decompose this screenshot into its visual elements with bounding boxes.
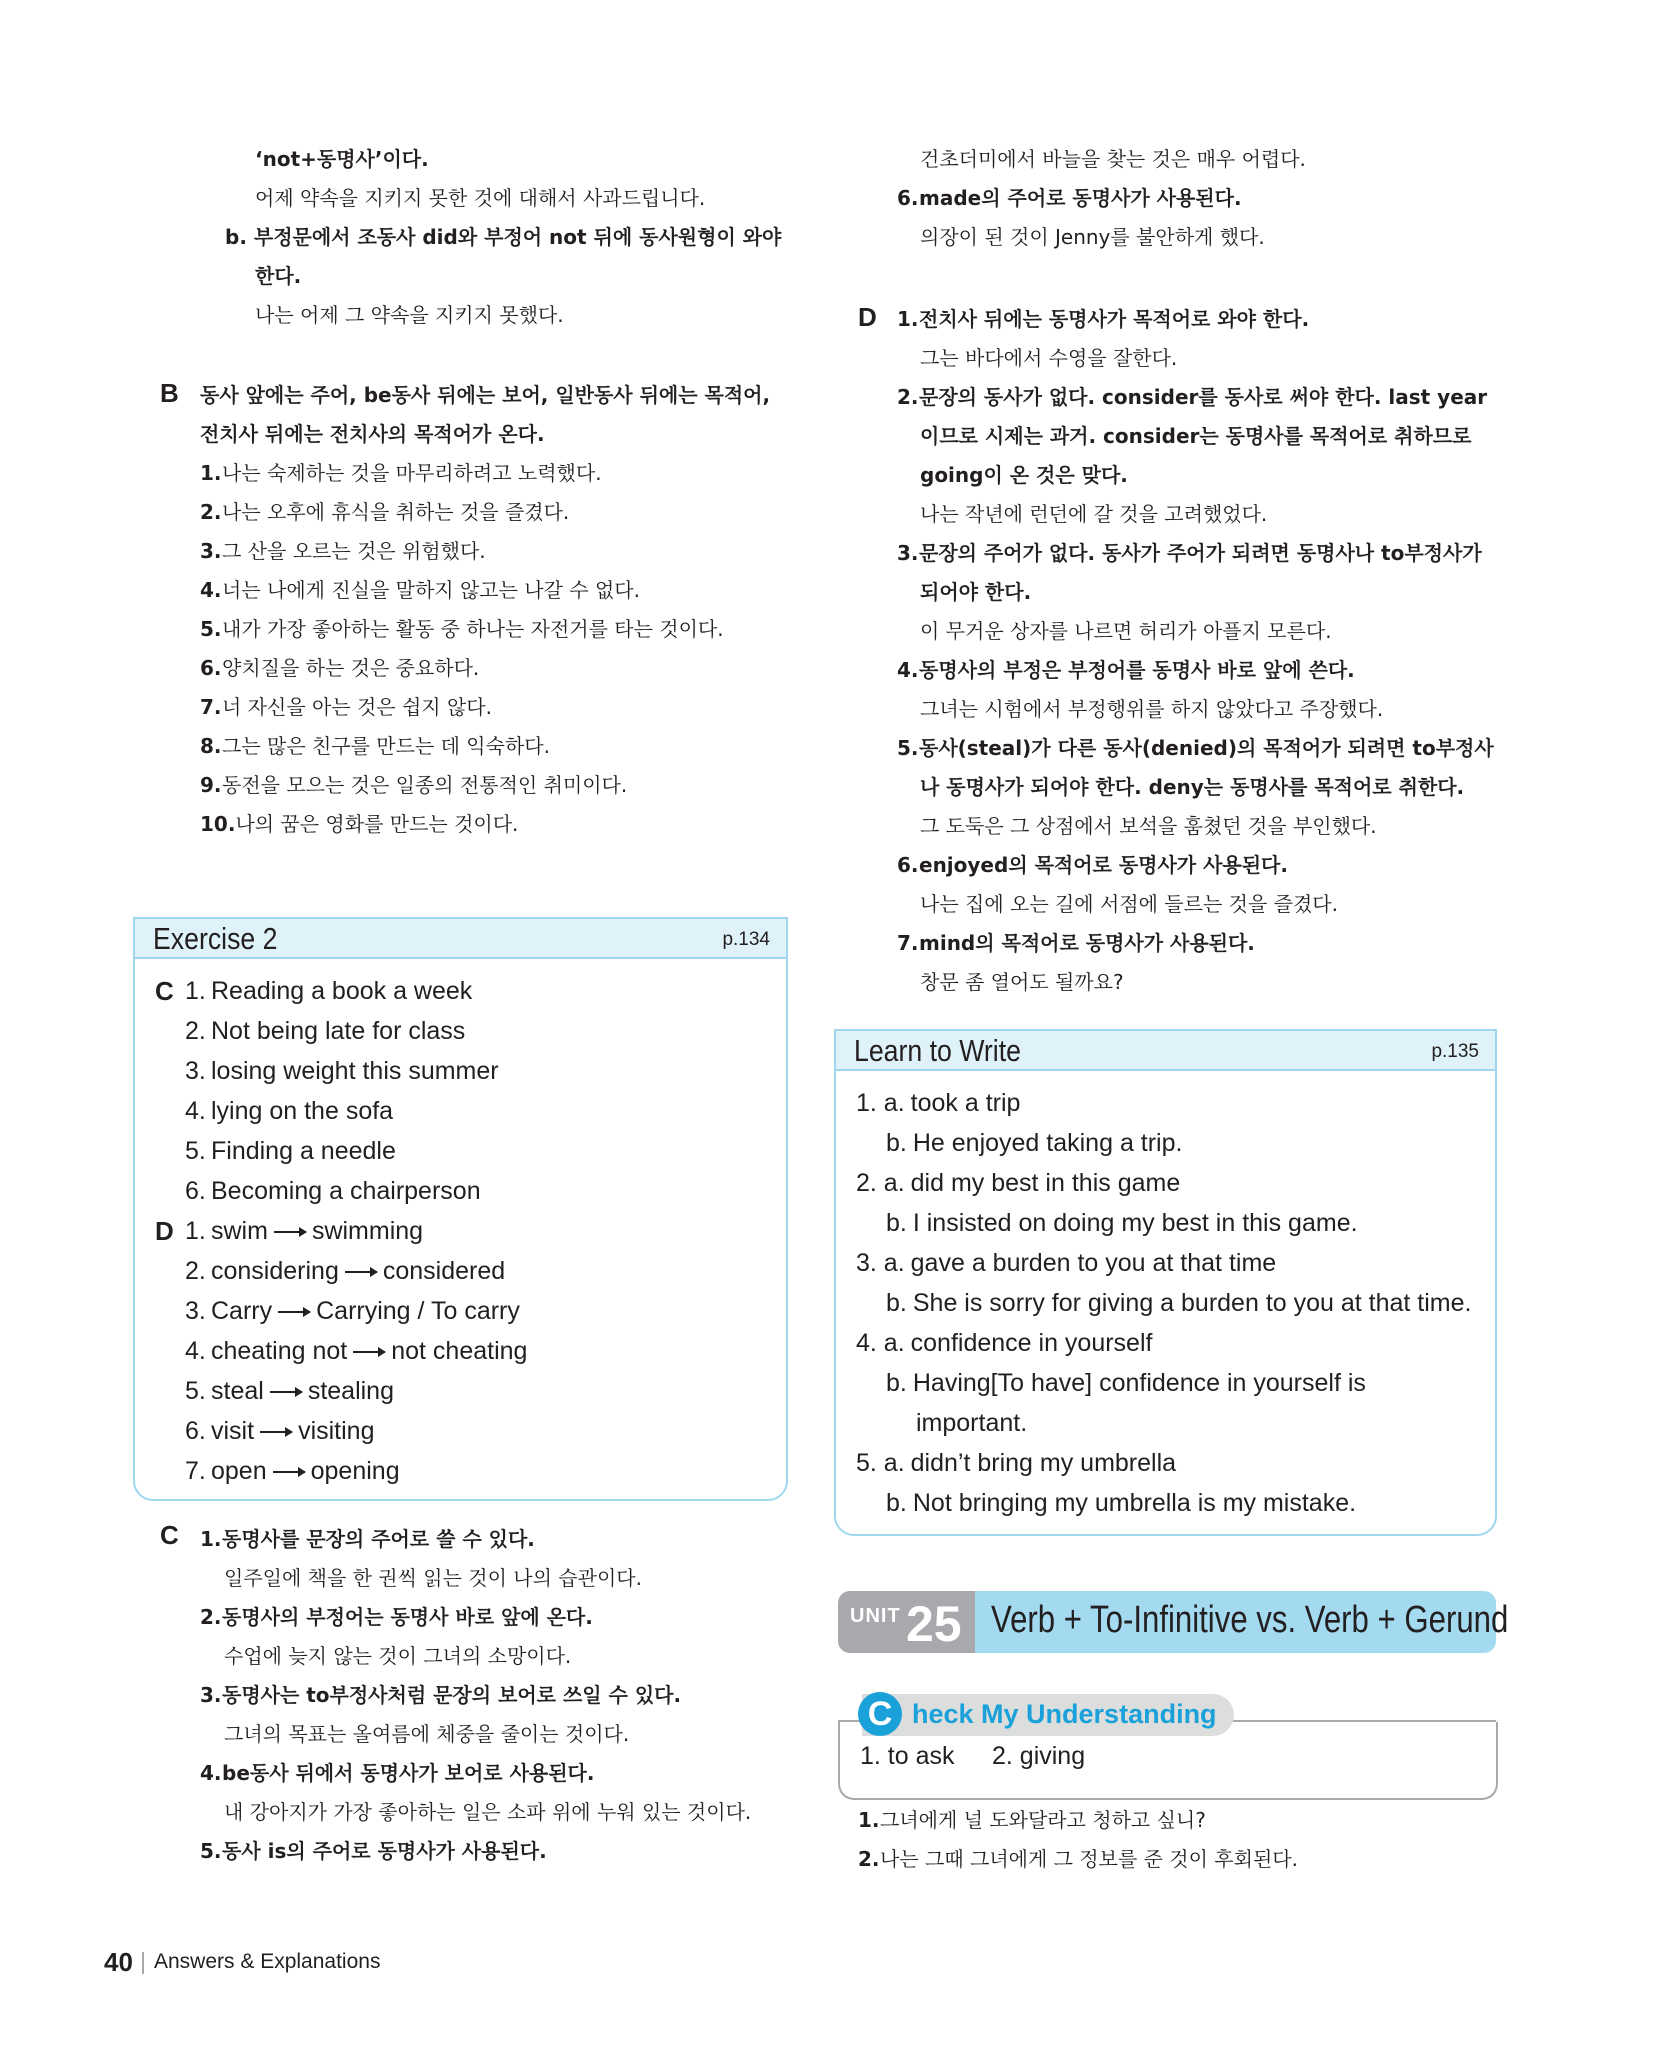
translation-text: 나는 오후에 휴식을 취하는 것을 즐겼다. <box>222 500 570 524</box>
item-number: 9. <box>200 773 222 797</box>
check-answer-box <box>838 1722 1498 1800</box>
explanation-text: b. 부정문에서 조동사 did와 부정어 not 뒤에 동사원형이 와야 <box>225 225 782 249</box>
section-b-line <box>150 649 800 688</box>
exercise-c-label: C <box>155 976 174 1006</box>
item-prefix: 3. a. <box>856 1249 905 1277</box>
explanation-text: made의 주어로 동명사가 사용된다. <box>919 186 1242 210</box>
learn-to-write-item <box>836 1283 1495 1323</box>
item-prefix: 5. a. <box>856 1449 905 1477</box>
section-c-line <box>150 1559 800 1598</box>
translation-text: 의장이 된 것이 Jenny를 불안하게 했다. <box>920 225 1265 249</box>
section-b-line <box>150 805 800 844</box>
item-number: 6. <box>185 1417 206 1445</box>
correct-form: visiting <box>298 1417 375 1445</box>
section-c-lines <box>150 1520 800 1871</box>
section-d-line <box>837 534 1497 573</box>
answer-text: did my best in this game <box>910 1169 1181 1197</box>
arrow-right-icon <box>260 1431 292 1433</box>
exercise-c-item <box>135 971 786 1011</box>
section-b-line <box>150 415 800 454</box>
learn-to-write-item <box>836 1403 1495 1443</box>
section-d-line <box>837 729 1497 768</box>
answer-text: Reading a book a week <box>211 977 473 1005</box>
check-translation-lines <box>858 1801 1498 1879</box>
section-c-line <box>150 1754 800 1793</box>
item-number: 7. <box>897 931 919 955</box>
section-d-line <box>837 300 1497 339</box>
answer-text: Finding a needle <box>211 1137 396 1165</box>
section-c-line <box>150 1832 800 1871</box>
section-c-line <box>150 1793 800 1832</box>
learn-to-write-item <box>836 1443 1495 1483</box>
answer-text: I insisted on doing my best in this game. <box>912 1209 1358 1237</box>
answer-text: Becoming a chairperson <box>211 1177 481 1205</box>
item-number: 4. <box>897 658 919 682</box>
section-d-line <box>837 339 1497 378</box>
learn-to-write-header <box>836 1031 1495 1071</box>
section-d-line <box>837 612 1497 651</box>
answer-text: Having[To have] confidence in yourself is <box>912 1369 1366 1397</box>
translation-text: 이 무거운 상자를 나르면 허리가 아플지 모른다. <box>920 619 1332 643</box>
translation-text: 그 산을 오르는 것은 위험했다. <box>222 539 486 563</box>
translation-text: 어제 약속을 지키지 못한 것에 대해서 사과드립니다. <box>255 186 706 210</box>
section-d-line <box>837 456 1497 495</box>
section-d-line <box>837 924 1497 963</box>
learn-to-write-item <box>836 1243 1495 1283</box>
explanation-text: 이므로 시제는 과거. consider는 동명사를 목적어로 취하므로 <box>920 424 1472 448</box>
translation-text: 나는 작년에 런던에 갈 것을 고려했었다. <box>920 502 1268 526</box>
section-d-line <box>837 495 1497 534</box>
footer-label: Answers & Explanations <box>154 1950 381 1973</box>
explanation-text: ‘not+동명사’이다. <box>255 147 429 171</box>
item-prefix: 1. a. <box>856 1089 905 1117</box>
item-number: 8. <box>200 734 222 758</box>
item-number: 1. <box>897 307 919 331</box>
item-number: 5. <box>185 1137 206 1165</box>
translation-text: 그 도둑은 그 상점에서 보석을 훔쳤던 것을 부인했다. <box>920 814 1377 838</box>
item-number: 2. <box>200 500 222 524</box>
answer-text: confidence in yourself <box>910 1329 1153 1357</box>
section-c-line <box>150 1676 800 1715</box>
arrow-right-icon <box>278 1311 310 1313</box>
section-d-line <box>837 807 1497 846</box>
exercise-2-body <box>135 971 786 1491</box>
learn-to-write-item <box>836 1123 1495 1163</box>
item-number: 1. <box>185 1217 206 1245</box>
translation-text: 나는 집에 오는 길에 서점에 들르는 것을 즐겼다. <box>920 892 1338 916</box>
item-prefix: b. <box>886 1129 907 1157</box>
correct-form: not cheating <box>391 1337 528 1365</box>
translation-text: 일주일에 책을 한 권씩 읽는 것이 나의 습관이다. <box>224 1566 642 1590</box>
text-line <box>837 140 1497 179</box>
explanation-text: 동사(steal)가 다른 동사(denied)의 목적어가 되려면 to부정사 <box>919 736 1494 760</box>
text-line <box>150 140 800 179</box>
item-number: 5. <box>185 1377 206 1405</box>
right-top-section <box>837 140 1497 257</box>
exercise-2-box <box>133 917 788 1501</box>
item-number: 1. <box>858 1808 880 1832</box>
correct-form: swimming <box>311 1217 424 1245</box>
item-number: 6. <box>200 656 222 680</box>
section-c-line <box>150 1598 800 1637</box>
learn-to-write-item <box>836 1323 1495 1363</box>
wrong-form: steal <box>211 1377 264 1405</box>
section-b <box>150 376 800 844</box>
item-number: 5. <box>200 1839 222 1863</box>
answer-text: Not bringing my umbrella is my mistake. <box>912 1489 1357 1517</box>
section-b-line <box>150 727 800 766</box>
item-number: 5. <box>897 736 919 760</box>
learn-to-write-item <box>836 1363 1495 1403</box>
correct-form: stealing <box>307 1377 394 1405</box>
answer-text: Not being late for class <box>211 1017 466 1045</box>
exercise-d-item <box>135 1451 786 1491</box>
section-d-lines <box>837 300 1497 1002</box>
item-prefix: b. <box>886 1209 907 1237</box>
item-number: 4. <box>200 1761 222 1785</box>
explanation-text: 문장의 주어가 없다. 동사가 주어가 되려면 동명사나 to부정사가 <box>919 541 1482 565</box>
section-d-line <box>837 573 1497 612</box>
text-line <box>150 296 800 335</box>
explanation-text: 되어야 한다. <box>920 580 1032 604</box>
text-line <box>837 179 1497 218</box>
exercise-2-header <box>135 919 786 959</box>
unit-number: 25 <box>906 1596 962 1652</box>
translation-text: 나의 꿈은 영화를 만드는 것이다. <box>235 812 519 836</box>
section-label-b: B <box>160 378 179 408</box>
translation-text: 그녀는 시험에서 부정행위를 하지 않았다고 주장했다. <box>920 697 1384 721</box>
answer-text: gave a burden to you at that time <box>910 1249 1277 1277</box>
translation-text: 그는 많은 친구를 만드는 데 익숙하다. <box>222 734 550 758</box>
correct-form: Carrying / To carry <box>316 1297 520 1325</box>
answer-text: didn’t bring my umbrella <box>910 1449 1177 1477</box>
answer-text: important. <box>916 1409 1028 1437</box>
left-top-section <box>150 140 800 335</box>
translation-text: 그녀의 목표는 올여름에 체중을 줄이는 것이다. <box>224 1722 630 1746</box>
exercise-2-c-list <box>135 971 786 1211</box>
arrow-right-icon <box>345 1271 377 1273</box>
check-translation-line <box>858 1801 1498 1840</box>
explanation-text: 동명사는 to부정사처럼 문장의 보어로 쓰일 수 있다. <box>222 1683 682 1707</box>
translation-text: 내 강아지가 가장 좋아하는 일은 소파 위에 누워 있는 것이다. <box>224 1800 752 1824</box>
wrong-form: cheating not <box>211 1337 348 1365</box>
learn-to-write-item <box>836 1163 1495 1203</box>
explanation-text: 동사 is의 주어로 동명사가 사용된다. <box>222 1839 547 1863</box>
arrow-right-icon <box>270 1391 302 1393</box>
translation-text: 너 자신을 아는 것은 쉽지 않다. <box>222 695 492 719</box>
unit-title: Verb + To-Infinitive vs. Verb + Gerund <box>991 1599 1509 1641</box>
wrong-form: swim <box>211 1217 268 1245</box>
explanation-text: 나 동명사가 되어야 한다. deny는 동명사를 목적어로 취한다. <box>920 775 1465 799</box>
translation-text: 건초더미에서 바늘을 찾는 것은 매우 어렵다. <box>920 147 1306 171</box>
learn-to-write-page-ref: p.135 <box>1431 1041 1479 1062</box>
answer-text: losing weight this summer <box>211 1057 499 1085</box>
translation-text: 너는 나에게 진실을 말하지 않고는 나갈 수 없다. <box>222 578 640 602</box>
unit-word: UNIT <box>850 1605 901 1627</box>
translation-text: 창문 좀 열어도 될까요? <box>920 970 1124 994</box>
item-number: 10. <box>200 812 236 836</box>
section-b-lines <box>150 376 800 844</box>
item-number: 6. <box>897 853 919 877</box>
translation-text: 나는 어제 그 약속을 지키지 못했다. <box>255 303 564 327</box>
explanation-text: 한다. <box>255 264 302 288</box>
wrong-form: visit <box>211 1417 255 1445</box>
section-label-c: C <box>160 1520 179 1550</box>
section-d-line <box>837 768 1497 807</box>
translation-text: 그녀에게 널 도와달라고 청하고 싶니? <box>880 1808 1206 1832</box>
section-d-line <box>837 690 1497 729</box>
item-number: 5. <box>200 617 222 641</box>
item-number: 3. <box>185 1057 206 1085</box>
check-title: heck My Understanding <box>912 1699 1217 1729</box>
item-number: 3. <box>897 541 919 565</box>
unit-title-panel <box>975 1591 1509 1653</box>
item-number: 2. <box>185 1017 206 1045</box>
section-d-line <box>837 378 1497 417</box>
explanation-text: mind의 목적어로 동명사가 사용된다. <box>919 931 1255 955</box>
exercise-d-item <box>135 1371 786 1411</box>
learn-to-write-box <box>834 1029 1497 1536</box>
explanation-text: be동사 뒤에서 동명사가 보어로 사용된다. <box>222 1761 595 1785</box>
section-b-line <box>150 532 800 571</box>
section-b-line <box>150 454 800 493</box>
exercise-c-item <box>135 1171 786 1211</box>
right-column <box>837 140 1497 257</box>
section-b-line <box>150 610 800 649</box>
item-prefix: 2. a. <box>856 1169 905 1197</box>
check-answer-1: 1. to ask <box>860 1742 955 1770</box>
item-number: 7. <box>185 1457 206 1485</box>
section-b-line <box>150 493 800 532</box>
translation-text: 내가 가장 좋아하는 활동 중 하나는 자전거를 타는 것이다. <box>222 617 724 641</box>
learn-to-write-item <box>836 1483 1495 1523</box>
explanation-text: 전치사 뒤에는 전치사의 목적어가 온다. <box>200 422 545 446</box>
exercise-2-d-list <box>135 1211 786 1491</box>
exercise-d-item <box>135 1251 786 1291</box>
item-number: 2. <box>858 1847 880 1871</box>
item-number: 2. <box>897 385 919 409</box>
exercise-d-item <box>135 1411 786 1451</box>
check-translations <box>858 1801 1498 1879</box>
item-prefix: b. <box>886 1289 907 1317</box>
exercise-2-title: Exercise 2 <box>153 921 278 956</box>
footer-divider <box>142 1952 144 1974</box>
section-d-line <box>837 651 1497 690</box>
footer-page-number: 40 <box>104 1947 133 1977</box>
exercise-c-item <box>135 1091 786 1131</box>
exercise-d-item <box>135 1291 786 1331</box>
section-b-line <box>150 766 800 805</box>
item-prefix: b. <box>886 1489 907 1517</box>
check-translation-line <box>858 1840 1498 1879</box>
translation-text: 그는 바다에서 수영을 잘한다. <box>920 346 1178 370</box>
wrong-form: open <box>211 1457 267 1485</box>
explanation-text: going이 온 것은 맞다. <box>920 463 1128 487</box>
item-number: 1. <box>200 1527 222 1551</box>
item-prefix: 4. a. <box>856 1329 905 1357</box>
item-number: 2. <box>185 1257 206 1285</box>
item-number: 6. <box>185 1177 206 1205</box>
translation-text: 나는 그때 그녀에게 그 정보를 준 것이 후회된다. <box>880 1847 1298 1871</box>
item-number: 7. <box>200 695 222 719</box>
section-c-line <box>150 1715 800 1754</box>
section-b-line <box>150 571 800 610</box>
section-d <box>837 300 1497 1002</box>
section-d-line <box>837 885 1497 924</box>
section-d-line <box>837 417 1497 456</box>
text-line <box>837 218 1497 257</box>
item-number: 2. <box>200 1605 222 1629</box>
answer-text: lying on the sofa <box>211 1097 394 1125</box>
item-number: 3. <box>185 1297 206 1325</box>
item-number: 1. <box>185 977 206 1005</box>
section-c-line <box>150 1637 800 1676</box>
correct-form: opening <box>310 1457 400 1485</box>
explanation-text: 문장의 동사가 없다. consider를 동사로 써야 한다. last year <box>919 385 1488 409</box>
text-line <box>150 257 800 296</box>
explanation-text: enjoyed의 목적어로 동명사가 사용된다. <box>919 853 1288 877</box>
translation-text: 수업에 늦지 않는 것이 그녀의 소망이다. <box>224 1644 572 1668</box>
exercise-d-item <box>135 1211 786 1251</box>
exercise-c-item <box>135 1051 786 1091</box>
learn-to-write-body <box>836 1083 1495 1523</box>
answer-text: She is sorry for giving a burden to you at that time. <box>912 1289 1472 1317</box>
text-line <box>150 218 800 257</box>
exercise-2-page-ref: p.134 <box>722 929 770 950</box>
exercise-d-item <box>135 1331 786 1371</box>
learn-to-write-title: Learn to Write <box>854 1033 1021 1068</box>
item-number: 1. <box>200 461 222 485</box>
item-number: 4. <box>200 578 222 602</box>
arrow-right-icon <box>273 1471 305 1473</box>
wrong-form: Carry <box>211 1297 273 1325</box>
explanation-text: 동사 앞에는 주어, be동사 뒤에는 보어, 일반동사 뒤에는 목적어, <box>200 383 771 407</box>
section-c <box>150 1520 800 1871</box>
section-b-line <box>150 688 800 727</box>
explanation-text: 전치사 뒤에는 동명사가 목적어로 와야 한다. <box>919 307 1310 331</box>
explanation-text: 동명사를 문장의 주어로 쓸 수 있다. <box>222 1527 535 1551</box>
check-answer-2: 2. giving <box>992 1742 1086 1770</box>
item-number: 4. <box>185 1097 206 1125</box>
learn-to-write-item <box>836 1203 1495 1243</box>
answer-text: took a trip <box>910 1089 1021 1117</box>
item-number: 6. <box>897 186 919 210</box>
translation-text: 나는 숙제하는 것을 마무리하려고 노력했다. <box>222 461 602 485</box>
item-prefix: b. <box>886 1369 907 1397</box>
section-label-d: D <box>858 302 877 332</box>
learn-to-write-item <box>836 1083 1495 1123</box>
check-c-icon: C <box>858 1692 902 1736</box>
translation-text: 동전을 모으는 것은 일종의 전통적인 취미이다. <box>222 773 628 797</box>
left-column <box>150 140 800 335</box>
arrow-right-icon <box>353 1351 385 1353</box>
section-d-line <box>837 846 1497 885</box>
arrow-right-icon <box>274 1231 306 1233</box>
wrong-form: considering <box>211 1257 339 1285</box>
item-number: 3. <box>200 1683 222 1707</box>
section-c-line <box>150 1520 800 1559</box>
unit-banner <box>838 1591 1509 1653</box>
item-number: 4. <box>185 1337 206 1365</box>
exercise-c-item <box>135 1131 786 1171</box>
explanation-text: 동명사의 부정은 부정어를 동명사 바로 앞에 쓴다. <box>919 658 1355 682</box>
exercise-d-label: D <box>155 1216 174 1246</box>
translation-text: 양치질을 하는 것은 중요하다. <box>222 656 480 680</box>
section-b-line <box>150 376 800 415</box>
unit-number-panel <box>838 1591 975 1653</box>
correct-form: considered <box>382 1257 506 1285</box>
section-d-line <box>837 963 1497 1002</box>
exercise-c-item <box>135 1011 786 1051</box>
explanation-text: 동명사의 부정어는 동명사 바로 앞에 온다. <box>222 1605 593 1629</box>
item-number: 3. <box>200 539 222 563</box>
text-line <box>150 179 800 218</box>
answer-text: He enjoyed taking a trip. <box>912 1129 1183 1157</box>
